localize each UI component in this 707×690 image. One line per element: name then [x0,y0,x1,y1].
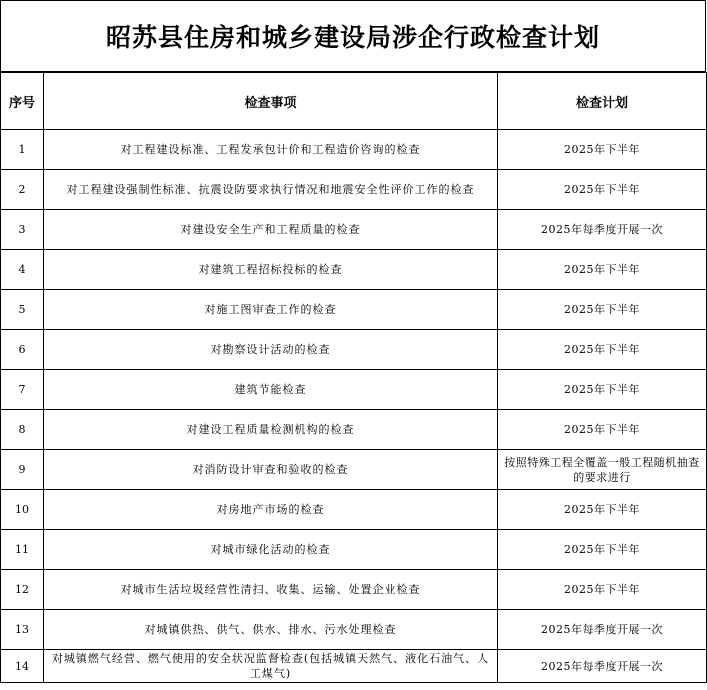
cell-no: 4 [1,250,44,290]
cell-no: 6 [1,330,44,370]
cell-plan: 按照特殊工程全覆盖一般工程随机抽查的要求进行 [498,450,707,490]
cell-plan: 2025年每季度开展一次 [498,610,707,650]
header-no: 序号 [1,73,44,130]
cell-plan: 2025年下半年 [498,570,707,610]
cell-plan: 2025年下半年 [498,290,707,330]
cell-no: 1 [1,130,44,170]
table-row [1,650,707,683]
cell-item: 对消防设计审查和验收的检查 [44,450,498,490]
cell-item: 对城市生活垃圾经营性清扫、收集、运输、处置企业检查 [44,570,498,610]
cell-no: 11 [1,530,44,570]
cell-item: 对建设安全生产和工程质量的检查 [44,210,498,250]
table-row [1,530,707,570]
table-row [1,410,707,450]
table-header-row [1,73,707,130]
table-row [1,330,707,370]
table-row [1,370,707,410]
cell-plan: 2025年下半年 [498,330,707,370]
table-row [1,290,707,330]
cell-no: 10 [1,490,44,530]
cell-item: 对房地产市场的检查 [44,490,498,530]
table-row [1,250,707,290]
inspection-plan-table [0,72,707,683]
cell-plan: 2025年每季度开展一次 [498,210,707,250]
cell-no: 5 [1,290,44,330]
cell-plan: 2025年每季度开展一次 [498,650,707,683]
cell-item: 对勘察设计活动的检查 [44,330,498,370]
cell-no: 14 [1,650,44,683]
cell-item: 建筑节能检查 [44,370,498,410]
cell-no: 13 [1,610,44,650]
cell-no: 3 [1,210,44,250]
table-row [1,610,707,650]
table-row [1,170,707,210]
cell-plan: 2025年下半年 [498,530,707,570]
cell-plan: 2025年下半年 [498,370,707,410]
cell-item: 对施工图审查工作的检查 [44,290,498,330]
cell-no: 12 [1,570,44,610]
cell-plan: 2025年下半年 [498,170,707,210]
header-item: 检查事项 [44,73,498,130]
cell-item: 对城市绿化活动的检查 [44,530,498,570]
cell-item: 对工程建设标准、工程发承包计价和工程造价咨询的检查 [44,130,498,170]
table-body [1,130,707,683]
header-plan: 检查计划 [498,73,707,130]
cell-item: 对城镇供热、供气、供水、排水、污水处理检查 [44,610,498,650]
cell-plan: 2025年下半年 [498,130,707,170]
cell-item: 对城镇燃气经营、燃气使用的安全状况监督检查(包括城镇天然气、液化石油气、人工煤气) [44,650,498,683]
cell-plan: 2025年下半年 [498,410,707,450]
table-row [1,450,707,490]
document-title: 昭苏县住房和城乡建设局涉企行政检查计划 [0,0,706,72]
cell-no: 9 [1,450,44,490]
cell-item: 对建筑工程招标投标的检查 [44,250,498,290]
cell-no: 8 [1,410,44,450]
cell-no: 7 [1,370,44,410]
cell-plan: 2025年下半年 [498,250,707,290]
table-row [1,210,707,250]
table-row [1,570,707,610]
cell-item: 对工程建设强制性标准、抗震设防要求执行情况和地震安全性评价工作的检查 [44,170,498,210]
cell-plan: 2025年下半年 [498,490,707,530]
table-row [1,490,707,530]
cell-no: 2 [1,170,44,210]
cell-item: 对建设工程质量检测机构的检查 [44,410,498,450]
table-row [1,130,707,170]
